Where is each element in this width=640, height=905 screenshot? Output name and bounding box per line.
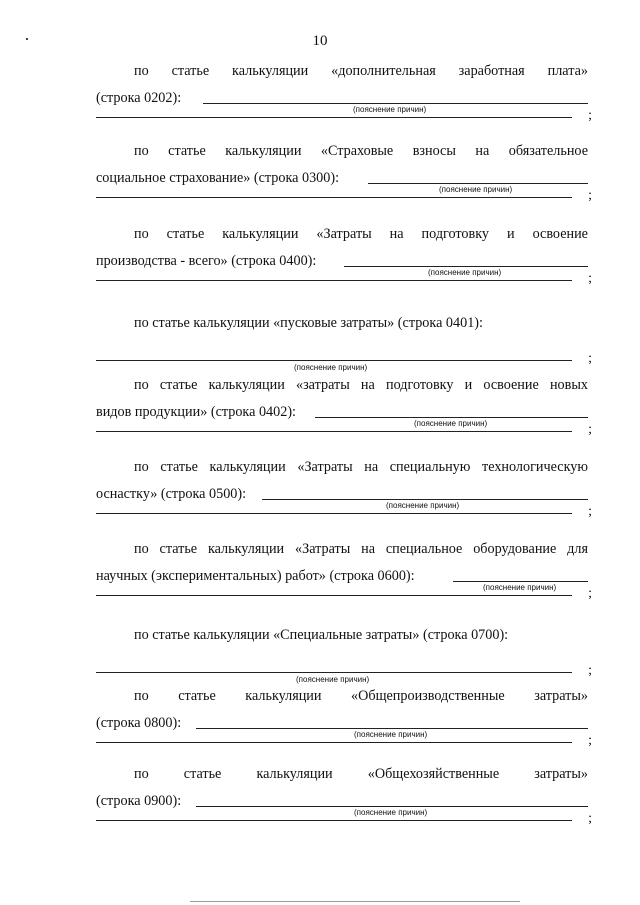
explanation-caption: (пояснение причин) (428, 268, 502, 277)
entry-lead: научных (экспериментальных) работ» (строка 0600): (96, 568, 415, 584)
explanation-full-line (96, 351, 592, 374)
entry-word: на (364, 459, 379, 475)
entry-word: «Затраты (297, 459, 353, 475)
explanation-rule-full (96, 820, 572, 821)
entry-word: статье (159, 377, 198, 393)
semicolon-mark: ; (588, 733, 592, 748)
entry-word: статье (178, 688, 216, 704)
explanation-rule (196, 806, 588, 807)
entry-word: освоение (483, 377, 539, 393)
entry-word: плата» (547, 63, 588, 79)
semicolon-mark: ; (588, 271, 592, 286)
entry-word: статье (159, 541, 198, 557)
page-bottom-edge (190, 901, 520, 902)
entry-lead-line (96, 89, 588, 114)
entry-lead-line (96, 252, 588, 277)
entry-word: по (134, 63, 149, 79)
entry-word: освоение (532, 226, 588, 242)
entry-word: по (134, 143, 149, 159)
entry-heading (96, 142, 588, 160)
entry-lead: (строка 0800): (96, 715, 182, 731)
entry-word: статье (171, 63, 210, 79)
explanation-caption: (пояснение причин) (439, 185, 513, 194)
explanation-rule (344, 266, 588, 267)
entry-word: затраты» (534, 766, 588, 782)
explanation-rule-full (96, 117, 572, 118)
explanation-rule (453, 581, 588, 582)
explanation-rule-full (96, 431, 572, 432)
entry-lead-line (96, 714, 588, 739)
page-number: 10 (312, 33, 328, 49)
entry-text: по статье калькуляции «Специальные затраты» (строка 0700): (134, 627, 509, 643)
entry-word: по (134, 377, 149, 393)
entry-word: калькуляции (208, 377, 285, 393)
entry-word: заработная (458, 63, 525, 79)
entry-word: по (134, 459, 149, 475)
entry-lead-line (96, 403, 588, 428)
calc-entry (96, 626, 592, 686)
calc-entry (96, 540, 592, 609)
explanation-rule (203, 103, 588, 104)
semicolon-mark: ; (588, 422, 592, 437)
entry-word: статье (166, 226, 205, 242)
entry-text: по статье калькуляции «пусковые затраты» (строка 0401): (134, 315, 483, 331)
entry-word: специальную (389, 459, 471, 475)
entry-heading (96, 376, 588, 394)
entry-word: «Общепроизводственные (351, 688, 505, 704)
entry-word: для (567, 541, 588, 557)
entry-heading (96, 225, 588, 243)
explanation-rule-full (96, 672, 572, 673)
entry-word: статье (168, 143, 206, 159)
entry-word: калькуляции (245, 688, 322, 704)
entry-heading (96, 458, 588, 476)
explanation-caption: (пояснение причин) (296, 675, 370, 684)
calc-entry (96, 142, 592, 211)
entry-word: статье (160, 459, 198, 475)
explanation-caption: (пояснение причин) (354, 730, 428, 739)
explanation-rule (196, 728, 588, 729)
explanation-rule-full (96, 280, 572, 281)
entry-lead: социальное страхование» (строка 0300): (96, 170, 340, 186)
entry-word: на (361, 541, 375, 557)
explanation-rule (368, 183, 588, 184)
entry-lead: (строка 0202): (96, 90, 182, 106)
entry-word: по (134, 766, 149, 782)
calc-entry (96, 376, 592, 445)
entry-word: специальное (385, 541, 463, 557)
entry-lead-line (96, 792, 588, 817)
explanation-rule-full (96, 742, 572, 743)
entry-word: новых (549, 377, 588, 393)
calc-entry (96, 62, 592, 131)
entry-word: статье (183, 766, 222, 782)
entry-word: подготовку (385, 377, 454, 393)
entry-word: калькуляции (209, 459, 286, 475)
entry-heading (96, 314, 588, 332)
entry-lead-line (96, 169, 588, 194)
explanation-rule-full (96, 513, 572, 514)
entry-word: «дополнительная (331, 63, 436, 79)
explanation-caption: (пояснение причин) (294, 363, 368, 372)
entry-lead: оснастку» (строка 0500): (96, 486, 247, 502)
entry-heading (96, 765, 588, 783)
entry-word: и (464, 377, 473, 393)
entry-heading (96, 626, 588, 644)
explanation-rule-full (96, 197, 572, 198)
entry-word: «затраты (295, 377, 350, 393)
entry-lead: производства - всего» (строка 0400): (96, 253, 317, 269)
entry-word: по (134, 541, 149, 557)
entry-lead: видов продукции» (строка 0402): (96, 404, 296, 420)
entry-word: по (134, 226, 149, 242)
entry-lead: (строка 0900): (96, 793, 182, 809)
calc-entry (96, 225, 592, 294)
entry-word: калькуляции (207, 541, 285, 557)
entry-word: калькуляции (225, 143, 302, 159)
entry-word: на (475, 143, 490, 159)
semicolon-mark: ; (588, 586, 592, 601)
explanation-caption: (пояснение причин) (353, 105, 427, 114)
semicolon-mark: ; (588, 504, 592, 519)
semicolon-mark: ; (588, 663, 592, 678)
explanation-rule (262, 499, 588, 500)
entry-word: калькуляции (232, 63, 309, 79)
entry-word: калькуляции (256, 766, 333, 782)
entry-heading (96, 62, 588, 80)
entry-word: на (360, 377, 375, 393)
entry-word: оборудование (473, 541, 557, 557)
entry-lead-line (96, 567, 588, 592)
entry-lead-line (96, 485, 588, 510)
semicolon-mark: ; (588, 811, 592, 826)
explanation-caption: (пояснение причин) (386, 501, 460, 510)
entry-word: обязательное (508, 143, 588, 159)
entry-word: и (507, 226, 515, 242)
explanation-caption: (пояснение причин) (483, 583, 557, 592)
explanation-rule-full (96, 595, 572, 596)
explanation-caption: (пояснение причин) (354, 808, 428, 817)
entry-word: на (389, 226, 404, 242)
calc-entry (96, 458, 592, 527)
semicolon-mark: ; (588, 351, 592, 366)
entry-word: «Страховые (320, 143, 394, 159)
explanation-full-line (96, 663, 592, 686)
explanation-rule (315, 417, 588, 418)
calc-entry (96, 687, 592, 756)
entry-word: калькуляции (222, 226, 299, 242)
entry-heading (96, 687, 588, 705)
entry-word: «Затраты (316, 226, 372, 242)
entry-word: по (134, 688, 149, 704)
explanation-rule-full (96, 360, 572, 361)
semicolon-mark: ; (588, 188, 592, 203)
entry-word: затраты» (534, 688, 588, 704)
entry-word: взносы (412, 143, 456, 159)
entry-heading (96, 540, 588, 558)
entry-word: «Затраты (295, 541, 351, 557)
calc-entry (96, 314, 592, 374)
explanation-caption: (пояснение причин) (414, 419, 488, 428)
entry-word: подготовку (421, 226, 490, 242)
semicolon-mark: ; (588, 108, 592, 123)
entry-word: «Общехозяйственные (367, 766, 500, 782)
calc-entry (96, 765, 592, 834)
entry-word: технологическую (482, 459, 588, 475)
